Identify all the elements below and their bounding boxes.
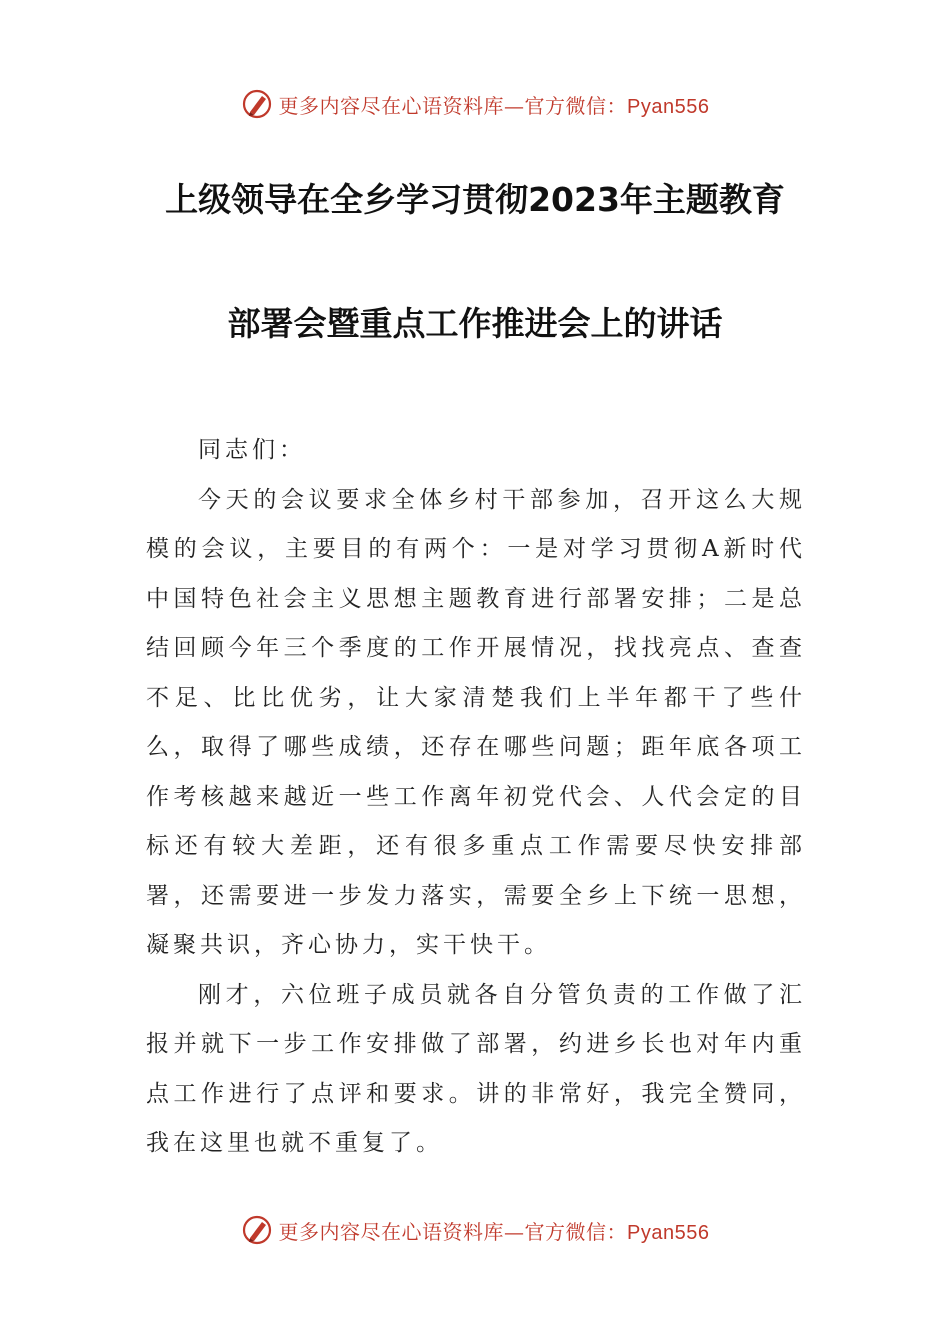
- watermark-banner-bottom: [0, 1210, 950, 1250]
- document-title-line-2: 部署会暨重点工作推进会上的讲话: [227, 304, 723, 343]
- watermark-text: 更多内容尽在心语资料库—官方微信：Pyan556: [278, 93, 710, 118]
- pen-logo-icon: [241, 88, 273, 120]
- document-title-line-1: 上级领导在全乡学习贯彻2023年主题教育: [165, 180, 785, 219]
- pen-logo-icon: [241, 1214, 273, 1246]
- watermark-banner-top: [0, 84, 950, 124]
- salutation: 同志们：: [198, 437, 306, 463]
- paragraph: 刚才，六位班子成员就各自分管负责的工作做了汇报并就下一步工作安排做了部署，约进乡长也对年内重点工作进行了点评和要求。讲的非常好，我完全赞同，我在这里也就不重复了。: [146, 981, 806, 1156]
- document-body: [146, 426, 806, 1169]
- watermark-text: 更多内容尽在心语资料库—官方微信：Pyan556: [278, 1219, 710, 1244]
- wechat-id: Pyan556: [627, 1221, 710, 1244]
- paragraph: 今天的会议要求全体乡村干部参加，召开这么大规模的会议，主要目的有两个：一是对学习贯彻A新时代中国特色社会主义思想主题教育进行部署安排；二是总结回顾今年三个季度的工作开展情况，找找亮点、查查不足、比比优劣，让大家清楚我们上半年都干了些什么，取得了哪些成绩，还存在哪些问题；距年底各项工作考核越来越近一些工作离年初党代会、人代会定的目标还有较大差距，还有很多重点工作需要尽快安排部署，还需要进一步发力落实，需要全乡上下统一思想，凝聚共识，齐心协力，实干快干。: [146, 486, 806, 958]
- wechat-id: Pyan556: [627, 95, 710, 118]
